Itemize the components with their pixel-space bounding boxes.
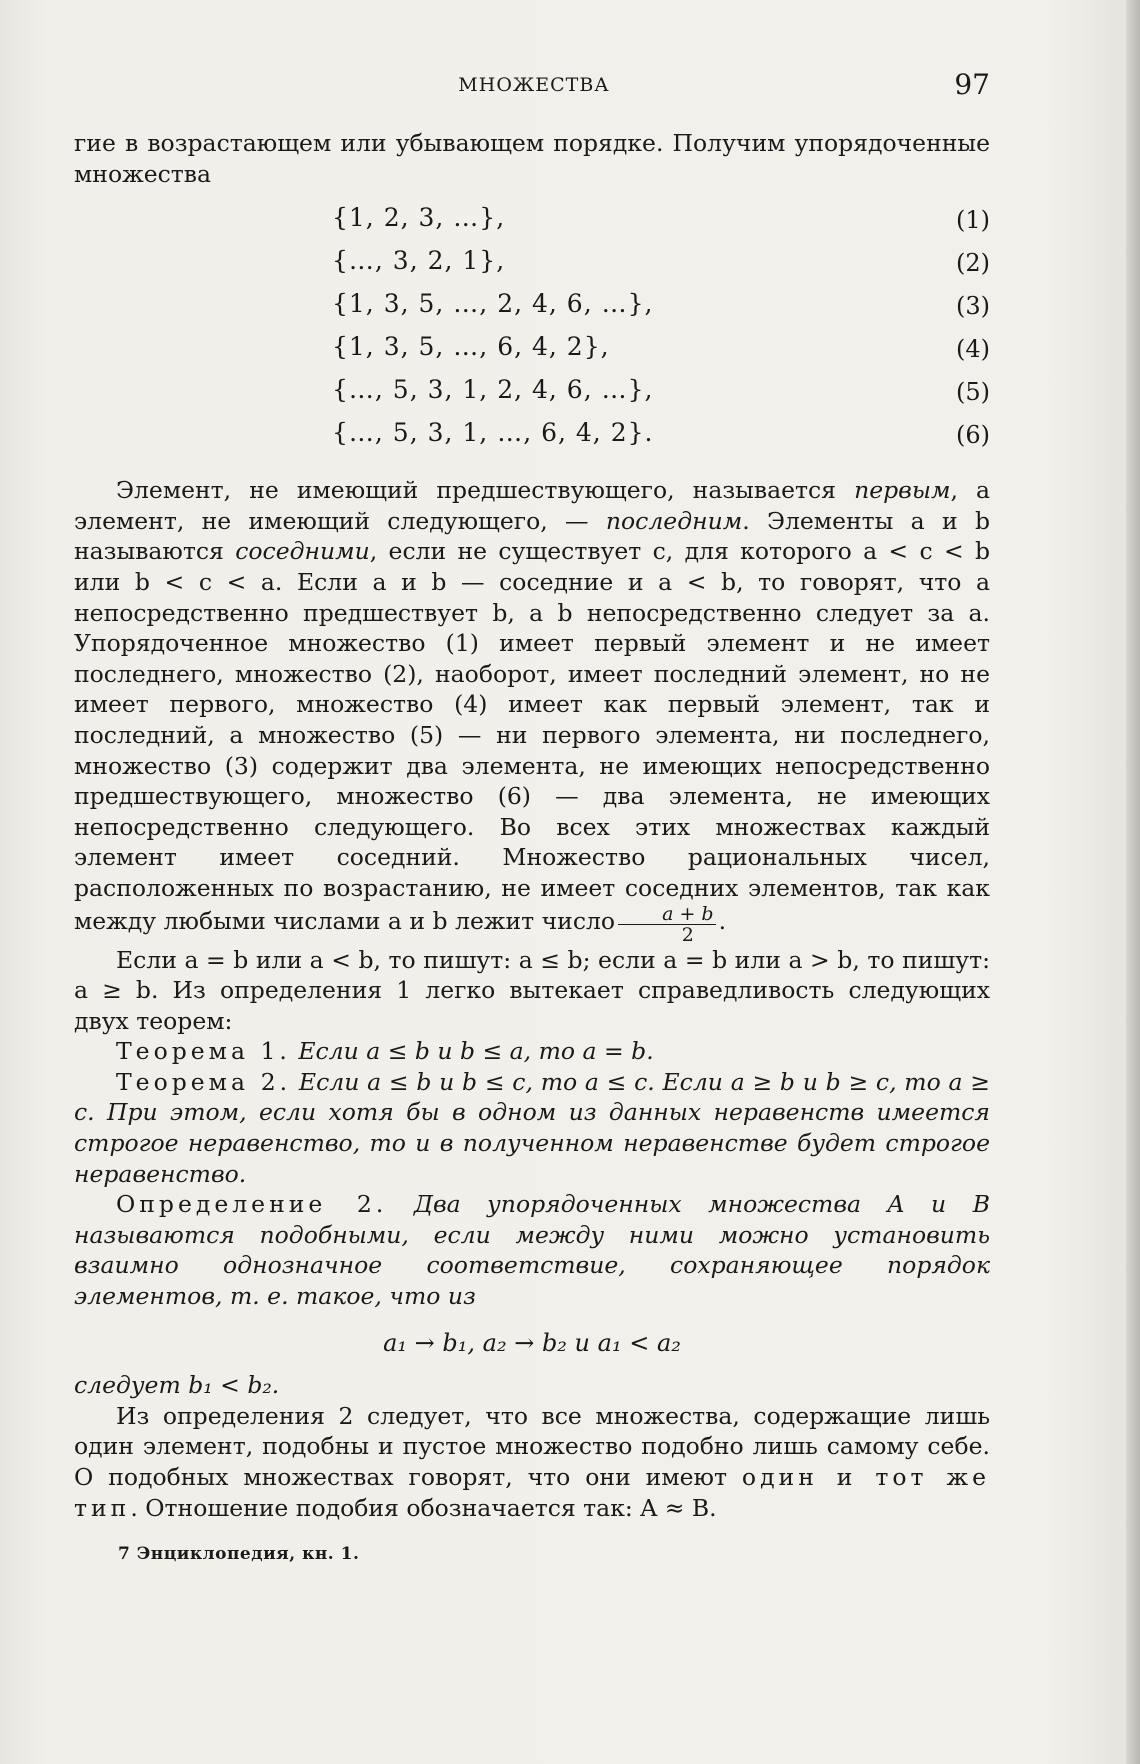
equation-number: (5) — [956, 378, 990, 407]
equation-number: (2) — [956, 249, 990, 278]
set-row — [74, 285, 990, 328]
set-formula: {1, 2, 3, …}, — [332, 203, 506, 233]
theorem-text: Если a ≤ b и b ≤ a, то a = b. — [298, 1037, 654, 1066]
definition-label: Определение 2. — [116, 1190, 388, 1219]
theorem-label: Теорема 1. — [116, 1037, 291, 1066]
set-row — [74, 242, 990, 285]
spaced-phrase: один и тот же тип — [74, 1463, 991, 1522]
conclusion-paragraph — [74, 1401, 990, 1523]
set-formula: {…, 3, 2, 1}, — [332, 246, 506, 276]
definition-text: Два упорядоченных множества A и B называются подобными, если между ними можно установить взаимно однозначное соответствие, сохраняющее порядок элементов, т. е. такое, что из — [74, 1190, 990, 1311]
set-formula: {1, 3, 5, …, 2, 4, 6, …}, — [332, 289, 654, 319]
follows-text: следует b₁ < b₂. — [74, 1371, 280, 1400]
fraction-denominator: 2 — [681, 923, 694, 946]
text-span: , а элемент, не имеющий следующего, — — [74, 476, 990, 535]
equation-number: (3) — [956, 292, 990, 321]
equation-number: (1) — [956, 206, 990, 235]
text-span: Элемент, не имеющий предшествующего, называется — [116, 476, 855, 505]
term-last: последним — [605, 506, 743, 535]
page-edge — [1126, 0, 1140, 1764]
set-formula: {1, 3, 5, …, 6, 4, 2}, — [332, 332, 610, 362]
set-row — [74, 328, 990, 371]
signature-footnote: 7 Энциклопедия, кн. 1. — [118, 1544, 360, 1565]
text-span: , если не существует c, для которого a < c < b или b < c < a. Если a и b — соседние и a < b, то говорят, что a непосредственно предшествует b, а b непосредственно следует за a. Упорядоченное множество (1) имеет первый элемент и не имеет последнего, множество (2), наоборот, имеет последний элемент, но не имеет первого, множество (4) имеет как первый элемент, так и последний, а множество (5) — ни первого элемента, ни последнего, множество (3) содержит два элемента, не имеющих непосредственно предшествующего, множество (6) — два элемента, не имеющих непосредственно следующего. Во всех этих множествах каждый элемент имеет соседний. Множество рациональных чисел, расположенных по возрастанию, не имеет соседних элементов, так как между любыми числами a и b лежит число — [74, 537, 991, 935]
display-formula: a₁ → b₁, a₂ → b₂ и a₁ < a₂ — [383, 1328, 681, 1357]
text-span: . Элементы a и b называются — [74, 506, 990, 566]
equation-number: (6) — [956, 421, 990, 450]
theorem-text: Если a ≤ b и b ≤ c, то a ≤ c. Если a ≥ b и b ≥ c, то a ≥ c. При этом, если хотя бы в одном из данных неравенств имеется строгое неравенство, то и в полученном неравенстве будет строгое неравенство. — [74, 1067, 990, 1188]
term-adjacent: соседними — [235, 537, 370, 566]
fraction-numerator: a + b — [618, 904, 716, 925]
theorem-1 — [74, 1036, 990, 1067]
text-span: Из определения 2 следует, что все множества, содержащие лишь один элемент, подобны и пустое множество подобно лишь самому себе. О подобных множествах говорят, что они имеют — [74, 1401, 990, 1491]
equation-number: (4) — [956, 335, 990, 364]
order-notation-paragraph: Если a = b или a < b, то пишут: a ≤ b; если a = b или a > b, то пишут: a ≥ b. Из определения 1 легко вытекает справедливость следующих двух теорем: — [74, 945, 990, 1035]
body-text — [74, 128, 990, 1570]
theorem-2 — [74, 1067, 990, 1189]
follows-line — [74, 1370, 990, 1401]
set-row — [74, 199, 990, 242]
ordered-sets-list — [74, 199, 990, 457]
text-span: . Отношение подобия обозначается так: A ≈ B. — [130, 1493, 717, 1522]
definitions-paragraph — [74, 475, 990, 944]
page-header — [74, 68, 994, 102]
running-title: МНОЖЕСТВА — [458, 74, 610, 96]
page-number: 97 — [954, 68, 990, 101]
set-row — [74, 371, 990, 414]
set-formula: {…, 5, 3, 1, 2, 4, 6, …}, — [332, 375, 654, 405]
fraction — [618, 904, 716, 945]
definition-2 — [74, 1189, 990, 1311]
set-formula: {…, 5, 3, 1, …, 6, 4, 2}. — [332, 418, 654, 448]
intro-paragraph: гие в возрастающем или убывающем порядке. Получим упорядоченные множества — [74, 129, 990, 188]
term-first: первым — [854, 476, 951, 505]
theorem-label: Теорема 2. — [116, 1067, 292, 1096]
set-row — [74, 414, 990, 457]
text-span: . — [718, 906, 727, 935]
